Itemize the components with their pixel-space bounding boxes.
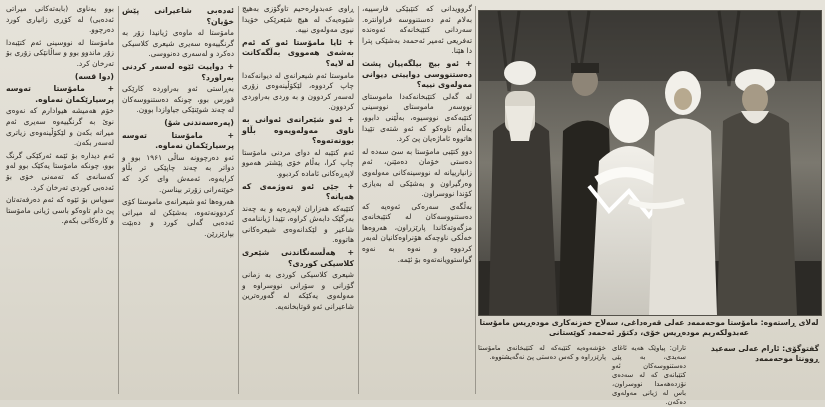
paragraph: تاران: پیاوێک هەیە ئاغای سەیدی، بە پێی دەستنووسەکان ئەو کتێبانەی کە لە سەدەی نۆزدەهەمدا نووسراون، باس لە ژیانی مەولەوی دەکەن. [612,344,686,406]
question: + ئەو بیچ بیلگەییان پشت دەستنووسی دواییتی دیوانی مەولەوی نییە؟ [362,58,472,90]
paragraph: ئەم دیدارە بۆ ئێمە ئەرکێکی گرنگ بوو، چونکە مامۆستا یەکێک بوو لەو کەسانەی کە تەمەنی خۆی بۆ ئەدەبی کوردی تەرخان کرد. [6,150,114,192]
question: + هەڵسەنگاندنی شێعری کلاسیکی کوردی؟ [242,248,354,268]
paragraph: گروویدانی کە کتێبێکی فارسییە، بەلام ئەم دەستنووسە فراوانترە. سەردانی کتێبخانەکە ئەوەندە تەفریعی ئەمیر ئەحمەد بەشێکی پترا دا هێنا. [362,4,472,56]
photo-illustration [479,11,821,315]
paragraph: ئەو دەرچوونە ساڵی ۱۹۶۱ بوو و دواتر بە چەند چاپێکی تر بڵاو کرایەوە، ئەمەش وای کرد کە خوێنەرانی زۆرتر بیناسن. [122,152,234,194]
paragraph: هەروەها ئەو شیعرانەی ماموستا کۆی کردوونەتەوە، بەشێکن لە میراتی ئەدەبی گەلی کورد و دەبێت بپارێزرێن. [122,197,234,238]
interviewer-name: گفتوگۆی: ئارام عەلی سەعید [710,344,819,353]
section-heading: (دوا قسە) [74,71,114,81]
paragraph: ماموستا ئەم شیعرانەی لە دیوانەکەدا چاپ کردووە، لێکۆڵینەوەی زۆری لەسەر کردوون و بە وردی بەراوردی کردوون. [242,70,354,112]
paragraph: ڕاوی عەبدولرەحیم تاوگۆزی بەهیچ شێوەیەک لە هیچ شێعرێکی خۆیدا نیوی مەولەوی نییە. [242,4,354,35]
group-photo [478,10,822,316]
question: + مامۆستا تەوسە پرسیارێکمان نەماوە. [122,130,234,151]
paragraph: خۆشەوەیە کتێبەکە لە کتێبخانەی مامۆستا پارێزراوە و کەس دەستی پێ نەگەیشتووە. [478,344,606,361]
question: + دواییت ئێوە لەسەر کردنی بەراورد؟ [122,61,234,82]
column-2 [242,4,354,396]
paragraph: شیعری کلاسیکی کوردی بە زمانی گۆرانی و سۆرانی نووسراوە و مەولەوی یەکێکە لە گەورەترین شاعیرانی ئەو قوتابخانەیە. [242,270,354,312]
lower-column-b [478,344,606,398]
paragraph: بەڕاستی ئەو بەراوردە کارێکی قورس بوو، چونکە دەستنووسەکان لە چەند شوێنێکی جیاوازدا بوون. [122,84,234,115]
interview-credits [691,344,819,364]
section-heading: (پەرەسەندنی شۆ) [164,117,234,127]
column-divider [475,6,476,394]
column-divider [118,6,119,394]
paragraph: لە گەلی کتێبخانەکەدا ماموستای نووسەر ماموستای نووسینی کتێبەکەی نووسیوە، بەڵێنی دابوو، بەڵام تاوەکو کە ئەو شتەی تێیدا هاتووە ئاماژەیان پێ کرد. [362,91,472,144]
paragraph: سوپاس بۆ ئێوە کە ئەم دەرفەتەتان پێ دام تاوەکو باسی ژیانی مامۆستا و کارەکانی بکەم. [6,195,114,226]
paragraph: کتێبەکە هەزاران لاپەڕەیە و بە چەند بەرگێک دابەش کراوە، تێیدا ژیاننامەی شاعیر و لێکدانەوەی شیعرەکانی هاتووە. [242,203,354,245]
translator-name: ڕوونتا موحەممەد [755,354,819,363]
column-1 [362,4,472,396]
question: + مامۆستا تەوسە پرسیارێکمان نەماوە. [6,84,114,104]
paragraph: خۆم هەمیشە هیوادارم کە نەوەی نوێ بە گرنگییەوە سەیری ئەم میراتە بکەن و لێکۆڵینەوەی زیاتری لەسەر بکەن. [6,106,114,148]
column-3 [122,4,234,396]
paragraph: ئەدەبی شاعیرانی پێش خۆیان؟ [122,6,234,26]
question: + ئایا مامۆستا ئەو کە ئەم بەشەی هەمووی بەڵگەکانت لە لایە؟ [242,37,354,68]
column-4 [6,4,114,396]
paragraph: بەڵگەی سەرەکی ئەوەیە کە دەستنووسەکان لە کتێبخانەی مزگەوتەکاندا پارێزراون، هەروەها خەڵکی ناوچەکە هۆنراوەکانیان لەبەر کردووە و نەوە بە نەوە گواستوویانەتەوە بۆ ئێمە. [362,201,472,264]
question: + جێی ئەو تەوژمەی کە هەیانە؟ [242,181,354,202]
paragraph: دوو کتێبی مامۆستا بە سێ سەدە لە دەستی خۆمان دەمێنن، ئەم زانیارییانە لە نووسینەکانی مەولەوی وەرگیراون و بەشێکی لە بەیازی کۆندا نووسراون. [362,146,472,199]
column-divider [238,6,239,394]
photo-caption: لەلای ڕاستەوە: مامۆستا موحەممەد عەلی قەرەداغی، سەلاح خەزنەکاری مودەڕیس مامۆستا عەبدولکەریم مودەڕیس خۆی، دکتۆر ئەحمەد کوێستانی [479,318,819,337]
question: + ئەو شێعرانەی ئەوانی بە ناوی مەولەویەوە بڵاو بوونەتەوە؟ [242,114,354,146]
lower-column-a [612,344,686,406]
column-divider [358,6,359,394]
paragraph: مامۆستا لە ماوەی ژیانیدا زۆر بە گرنگییەوە سەیری شیعری کلاسیکی دەکرد و لەسەری دەنووسی. [122,28,234,59]
paragraph: بوو بەناوی (بابەتەکانی میراتی ئەدەبی) لە کۆڕی زانیاری کورد دەرچوو. [6,4,114,35]
paragraph: مامۆستا لە نووسینی ئەم کتێبەدا زۆر ماندوو بوو و ساڵانێکی زۆری بۆ تەرخان کرد. [6,37,114,68]
paragraph: ئەم کتێبە لە دوای مردنی مامۆستا چاپ کرا، بەڵام خۆی پێشتر هەموو لاپەڕەکانی ئامادە کردبوو. [242,147,354,178]
